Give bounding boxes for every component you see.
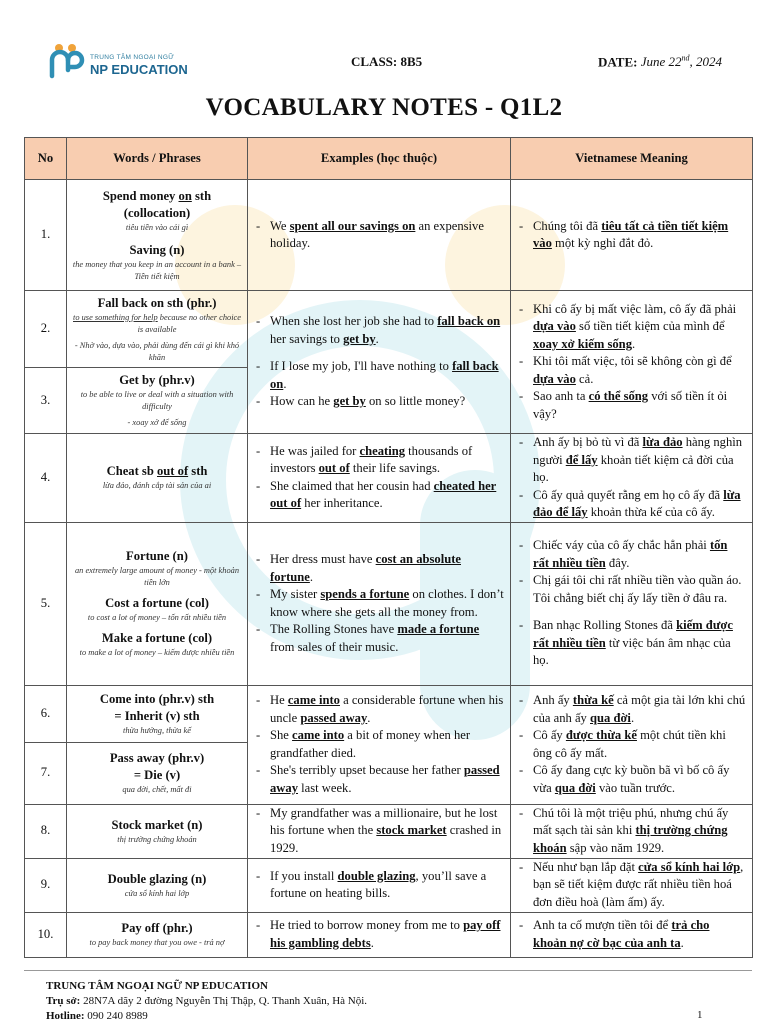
column-header-examples: Examples (học thuộc) (248, 138, 511, 180)
meaning-cell: - Khi cô ấy bị mất việc làm, cô ấy đã phải dựa vào số tiền tiết kiệm của mình để xoay xở kiếm sống. - Khi tôi mất việc, tôi sẽ không còn gì để dựa vào cả. - Sao anh ta có thể sống với số tiền ít ỏi vậy? (511, 291, 753, 434)
word-cell: Stock market (n) thị trường chứng khoán (67, 804, 248, 858)
meaning-cell: - Anh ta cố mượn tiền tôi để trả cho khoản nợ cờ bạc của anh ta. (511, 912, 753, 957)
row-number: 10. (25, 912, 67, 957)
date-value: June 22nd, 2024 (640, 54, 723, 70)
meaning-cell: - Chiếc váy của cô ấy chắc hẳn phải tốn rất nhiều tiền đây. - Chị gái tôi chi rất nhiều tiền vào quần áo. Tôi chẳng biết chị ấy lấy tiền ở đâu ra. - Ban nhạc Rolling Stones đã kiếm được rất nhiều tiền từ việc bán âm nhạc của họ. (511, 522, 753, 685)
column-header-no: No (25, 138, 67, 180)
vocabulary-table (24, 137, 753, 958)
row-number: 7. (25, 742, 67, 804)
example-cell: - My grandfather was a millionaire, but he lost his fortune when the stock market crashed in 1929. (248, 804, 511, 858)
column-header-meaning: Vietnamese Meaning (511, 138, 753, 180)
footer-hotline: Hotline: 090 240 8989 (46, 1010, 148, 1022)
example-cell: - We spent all our savings on an expensive holiday. (248, 180, 511, 291)
table-row (25, 858, 753, 912)
footer-address: Trụ sở: 28N7A dãy 2 đường Nguyễn Thị Thập, Q. Thanh Xuân, Hà Nội. (46, 995, 368, 1007)
meaning-cell: - Nếu như bạn lắp đặt cửa sổ kính hai lớp, bạn sẽ tiết kiệm được rất nhiều tiền hoá đơn điều hoà (làm ấm) ấy. (511, 858, 753, 912)
example-cell: - He came into a considerable fortune when his uncle passed away. - She came into a bit of money when her grandfather died. - She's terribly upset because her father passed away last week. (248, 685, 511, 804)
footer-divider (24, 970, 752, 971)
date-info: DATE: June 22nd, 2024 (598, 54, 723, 70)
page-header (0, 0, 768, 140)
table-row (25, 804, 753, 858)
page-footer (46, 979, 367, 1024)
row-number: 9. (25, 858, 67, 912)
class-value: 8B5 (400, 54, 423, 69)
meaning-cell: - Chú tôi là một triệu phú, nhưng chú ấy mất sạch tài sản khi thị trường chứng khoán sập vào năm 1929. (511, 804, 753, 858)
meaning-cell: - Anh ấy thừa kế cả một gia tài lớn khi chú của anh ấy qua đời. - Cô ấy được thừa kế một chút tiền khi ông cô ấy mất. - Cô ấy đang cực kỳ buồn bã vì bố cô ấy vừa qua đời vào tuần trước. (511, 685, 753, 804)
example-cell: - Her dress must have cost an absolute fortune. - My sister spends a fortune on clothes. I don’t know where she gets all the money from. - The Rolling Stones have made a fortune from sales of their music. (248, 522, 511, 685)
row-number: 8. (25, 804, 67, 858)
word-cell: Cheat sb out of sth lừa đảo, đánh cắp tài sản của ai (67, 434, 248, 523)
example-cell: - He tried to borrow money from me to pay off his gambling debts. (248, 912, 511, 957)
table-row (25, 434, 753, 523)
row-number: 4. (25, 434, 67, 523)
word-cell: Get by (phr.v) to be able to live or deal with a situation with difficulty - xoay xở để sống (67, 368, 248, 434)
logo-title: NP EDUCATION (90, 62, 188, 77)
table-row (25, 180, 753, 291)
page-title: VOCABULARY NOTES - Q1L2 (205, 94, 563, 121)
row-number: 1. (25, 180, 67, 291)
word-cell: Pay off (phr.) to pay back money that you owe - trả nợ (67, 912, 248, 957)
row-number: 5. (25, 522, 67, 685)
example-cell: - If you install double glazing, you’ll save a fortune on heating bills. (248, 858, 511, 912)
table-row (25, 685, 753, 742)
page-number: 1 (697, 1009, 703, 1021)
row-number: 3. (25, 368, 67, 434)
column-header-words: Words / Phrases (67, 138, 248, 180)
word-cell: Fortune (n) an extremely large amount of money - một khoản tiền lớn Cost a fortune (col) to cost a lot of money – tốn rất nhiều tiền Make a fortune (col) to make a lot of money – kiếm được nhiều tiền (67, 522, 248, 685)
np-education-logo (46, 42, 196, 92)
row-number: 6. (25, 685, 67, 742)
example-cell: - When she lost her job she had to fall back on her savings to get by. - If I lose my job, I'll have nothing to fall back on. - How can he get by on so little money? (248, 291, 511, 434)
word-cell: Double glazing (n) cửa sổ kính hai lớp (67, 858, 248, 912)
word-cell: Spend money on sth (collocation) tiêu tiền vào cái gì Saving (n) the money that you keep in an account in a bank – Tiền tiết kiệm (67, 180, 248, 291)
table-row (25, 522, 753, 685)
logo-subtitle: TRUNG TÂM NGOẠI NGỮ (90, 54, 175, 61)
word-cell: Come into (phr.v) sth = Inherit (v) sth thừa hưởng, thừa kế (67, 685, 248, 742)
meaning-cell: - Chúng tôi đã tiêu tất cả tiền tiết kiệm vào một kỳ nghỉ đắt đỏ. (511, 180, 753, 291)
row-number: 2. (25, 291, 67, 368)
table-row (25, 912, 753, 957)
footer-org: TRUNG TÂM NGOẠI NGỮ NP EDUCATION (46, 980, 268, 992)
table-header-row (25, 138, 753, 180)
class-info: CLASS: 8B5 (351, 54, 423, 69)
example-cell: - He was jailed for cheating thousands of investors out of their life savings. - She claimed that her cousin had cheated her out of her inheritance. (248, 434, 511, 523)
word-cell: Fall back on sth (phr.) to use something for help because no other choice is available - Nhờ vào, dựa vào, phải dùng đến cái gì khi khó khăn (67, 291, 248, 368)
meaning-cell: - Anh ấy bị bỏ tù vì đã lừa đảo hàng nghìn người để lấy khoản tiết kiệm cả đời của họ. - Cô ấy quả quyết rằng em họ cô ấy đã lừa đảo để lấy khoản thừa kế của cô ấy. (511, 434, 753, 523)
word-cell: Pass away (phr.v) = Die (v) qua đời, chết, mất đi (67, 742, 248, 804)
np-logo-icon (46, 42, 86, 82)
table-row (25, 291, 753, 368)
